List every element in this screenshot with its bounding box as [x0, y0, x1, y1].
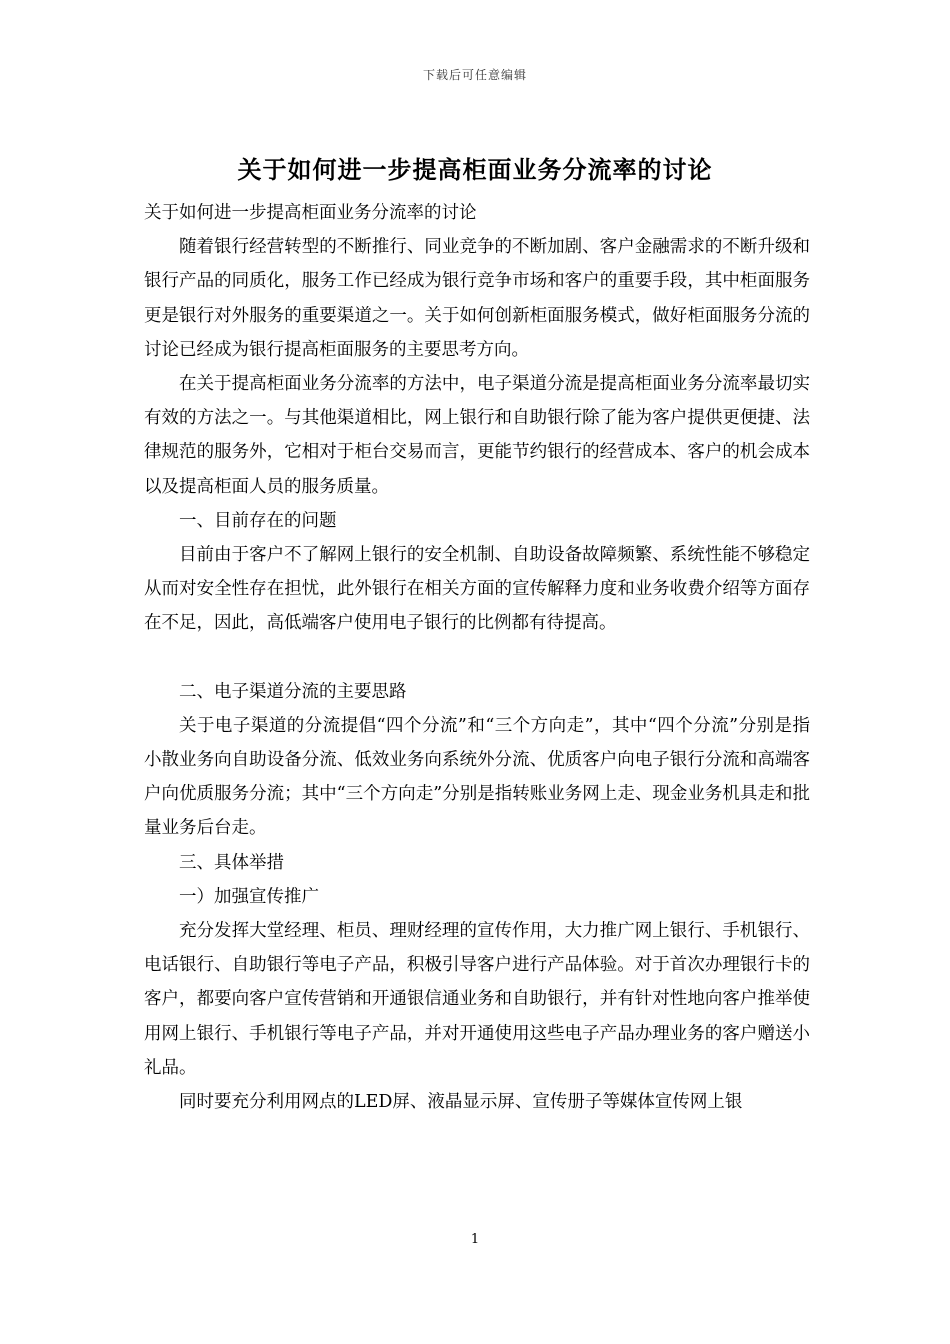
document-title: 关于如何进一步提高柜面业务分流率的讨论 — [237, 155, 713, 184]
paragraph-intro: 随着银行经营转型的不断推行、同业竞争的不断加剧、客户金融需求的不断升级和银行产品的同质化，服务工作已经成为银行竞争市场和客户的重要手段，其中柜面服务更是银行对外服务的重要渠道之一。关于如何创新柜面服务模式，做好柜面服务分流的讨论已经成为银行提高柜面服务的主要思考方向。 — [144, 237, 810, 360]
section-heading-problems: 一、目前存在的问题 — [179, 510, 337, 531]
document-body — [144, 196, 810, 1119]
paragraph-method: 在关于提高柜面业务分流率的方法中，电子渠道分流是提高柜面业务分流率最切实有效的方法之一。与其他渠道相比，网上银行和自助银行除了能为客户提供更便捷、法律规范的服务外，它相对于柜台交易而言，更能节约银行的经营成本、客户的机会成本以及提高柜面人员的服务质量。 — [144, 374, 810, 497]
subsection-heading-promotion: 一）加强宣传推广 — [179, 886, 319, 907]
page-number: 1 — [470, 1232, 480, 1247]
header-note: 下载后可任意编辑 — [422, 68, 527, 82]
blank-line — [144, 641, 810, 675]
paragraph-media: 同时要充分利用网点的LED屏、液晶显示屏、宣传册子等媒体宣传网上银 — [179, 1092, 743, 1113]
section-heading-measures: 三、具体举措 — [179, 852, 284, 873]
paragraph-promotion: 充分发挥大堂经理、柜员、理财经理的宣传作用，大力推广网上银行、手机银行、电话银行、自助银行等电子产品，积极引导客户进行产品体验。对于首次办理银行卡的客户，都要向客户宣传营销和开通银信通业务和自助银行，并有针对性地向客户推举使用网上银行、手机银行等电子产品，并对开通使用这些电子产品办理业务的客户赠送小礼品。 — [144, 921, 810, 1078]
paragraph-problems: 目前由于客户不了解网上银行的安全机制、自助设备故障频繁、系统性能不够稳定从而对安全性存在担忧，此外银行在相关方面的宣传解释力度和业务收费介绍等方面存在不足，因此，高低端客户使用电子银行的比例都有待提高。 — [144, 545, 810, 634]
paragraph-approach: 关于电子渠道的分流提倡“四个分流”和“三个方向走”，其中“四个分流”分别是指小散业务向自助设备分流、低效业务向系统外分流、优质客户向电子银行分流和高端客户向优质服务分流；其中“三个方向走”分别是指转账业务网上走、现金业务机具走和批量业务后台走。 — [144, 715, 810, 839]
section-heading-approach: 二、电子渠道分流的主要思路 — [179, 681, 407, 702]
document-subtitle: 关于如何进一步提高柜面业务分流率的讨论 — [144, 203, 477, 223]
